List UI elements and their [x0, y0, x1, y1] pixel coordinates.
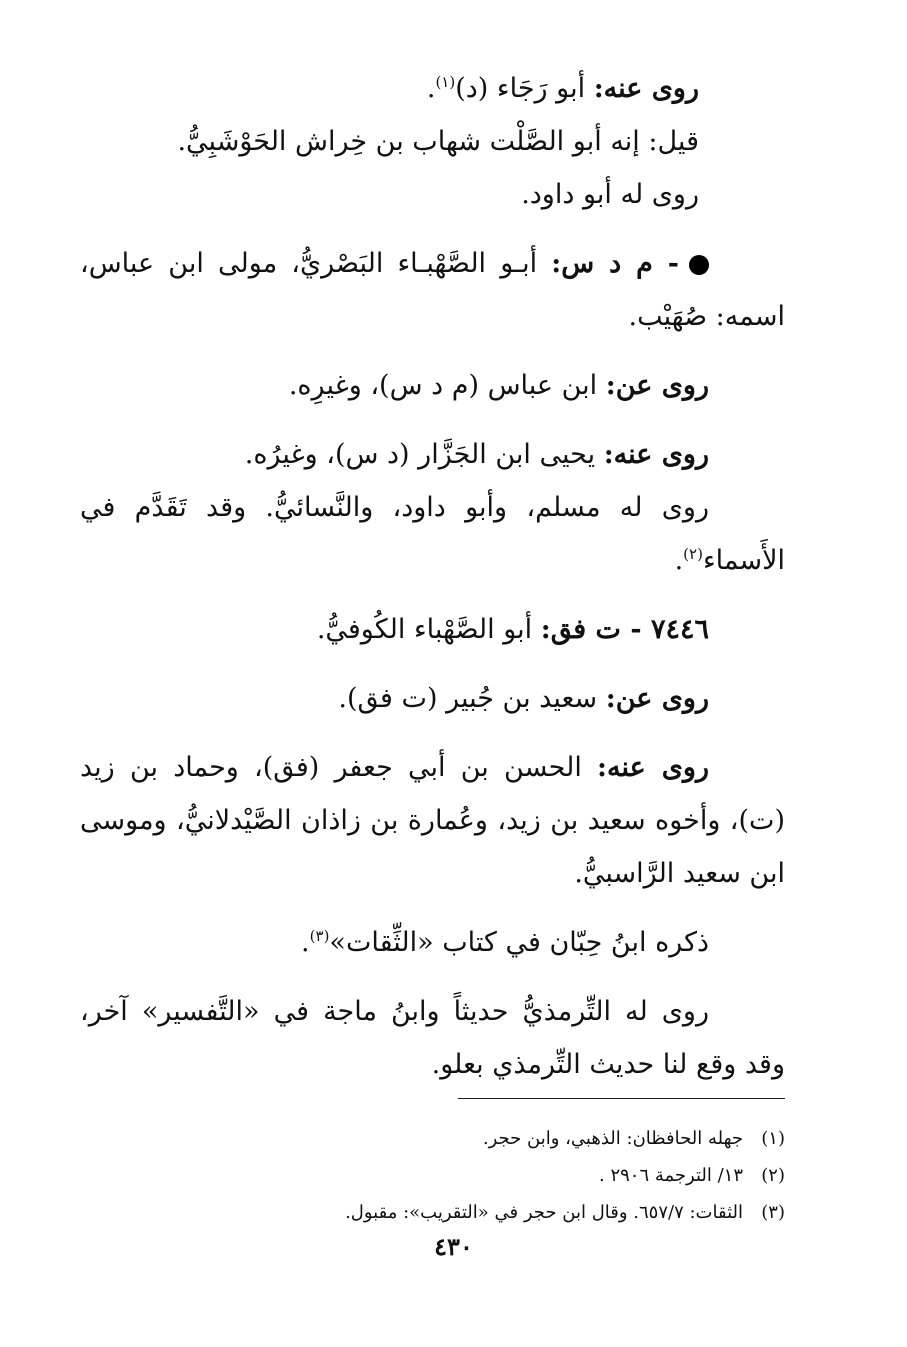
footnotes — [80, 1120, 785, 1231]
footnote-number: (٢) — [761, 1165, 785, 1186]
entry-abu-al-sahba-basri — [80, 237, 785, 343]
page-number: ٤٣٠ — [434, 1232, 473, 1261]
footnote-text: الثقات: ٦٥٧/٧. وقال ابن حجر في «التقريب»: مقبول. — [345, 1202, 743, 1223]
narrated-from-text: سعيد بن جُبير (ت فق). — [338, 683, 606, 714]
label-narrated-from-him: روى عنه: — [603, 439, 709, 470]
entry-codes: - م د س: — [551, 248, 679, 279]
label-narrated-from-him: روى عنه: — [593, 73, 699, 104]
footnote-ref-2[interactable]: (٢) — [683, 545, 703, 563]
footnote-divider — [458, 1098, 785, 1099]
page-body — [80, 62, 785, 1091]
footnote-1 — [80, 1120, 785, 1157]
label-narrated-from: روى عن: — [605, 370, 709, 401]
footnote-text: ١٣/ الترجمة ٢٩٠٦ . — [598, 1165, 743, 1186]
label-narrated-from-him: روى عنه: — [597, 752, 709, 783]
narrators-from-him-2 — [80, 428, 785, 481]
narrated-by-note-2: روى له مسلم، وأبو داود، والنَّسائيُّ. وقد تَقَدَّم في الأَسماء$^{(٢)}$. — [80, 492, 785, 576]
footnote-2 — [80, 1157, 785, 1194]
footnote-ref-1[interactable]: (١) — [435, 73, 456, 91]
narrated-from-1 — [80, 359, 785, 412]
narrated-from-text: ابن عباس (م د س)، وغيرِه. — [288, 370, 606, 401]
entry-text: أبو الصَّهْباء الكُوفيُّ. — [316, 614, 541, 645]
narrator-text: أبو رَجَاء (د) — [455, 73, 594, 104]
narrator-text: الحسن بن أبي جعفر (فق)، وحماد بن زيد (ت)، وأخوه سعيد بن زيد، وعُمارة بن زاذان الصَّيْدلانيُّ، وموسى ابن سعيد الرَّاسبيُّ. — [80, 752, 785, 889]
ibn-hibban-note: ذكره ابنُ حِبّان في كتاب «الثِّقات»$^{(٣)}$. — [301, 927, 709, 958]
entry-text: أبـو الصَّهْبـاء البَصْريُّ، مولى ابن عباس، اسمه: صُهَيْب. — [80, 248, 785, 332]
label-narrated-from: روى عن: — [605, 683, 709, 714]
footnote-number: (١) — [761, 1128, 785, 1149]
footnote-ref-3[interactable]: (٣) — [309, 927, 330, 945]
identity-note: قيل: إنه أبو الصَّلْت شهاب بن خِراش الحَوْشَبِيُّ. — [177, 126, 699, 157]
narrator-text: يحيى ابن الجَزَّار (د س)، وغيرُه. — [244, 439, 604, 470]
tirmidhi-note: روى له التِّرمذيُّ حديثاً وابنُ ماجة في «التَّفسير» آخر، وقد وقع لنا حديث التِّرمذي بعلو. — [80, 996, 785, 1080]
entry-7446-abu-al-sahba-kufi — [80, 603, 785, 656]
narrated-by-note: روى له أبو داود. — [521, 179, 699, 210]
bullet-icon — [689, 255, 709, 275]
footnote-text: جهله الحافظان: الذهبي، وابن حجر. — [482, 1128, 743, 1149]
footnote-number: (٣) — [761, 1202, 785, 1223]
entry-number: ٧٤٤٦ - ت فق: — [540, 614, 709, 645]
narrators-from-him-1: روى عنه: أبو رَجَاء (د)$^{(١)}$. — [426, 73, 699, 104]
narrated-from-2 — [80, 672, 785, 725]
footnote-3 — [80, 1194, 785, 1231]
narrators-from-him-3 — [80, 741, 785, 900]
